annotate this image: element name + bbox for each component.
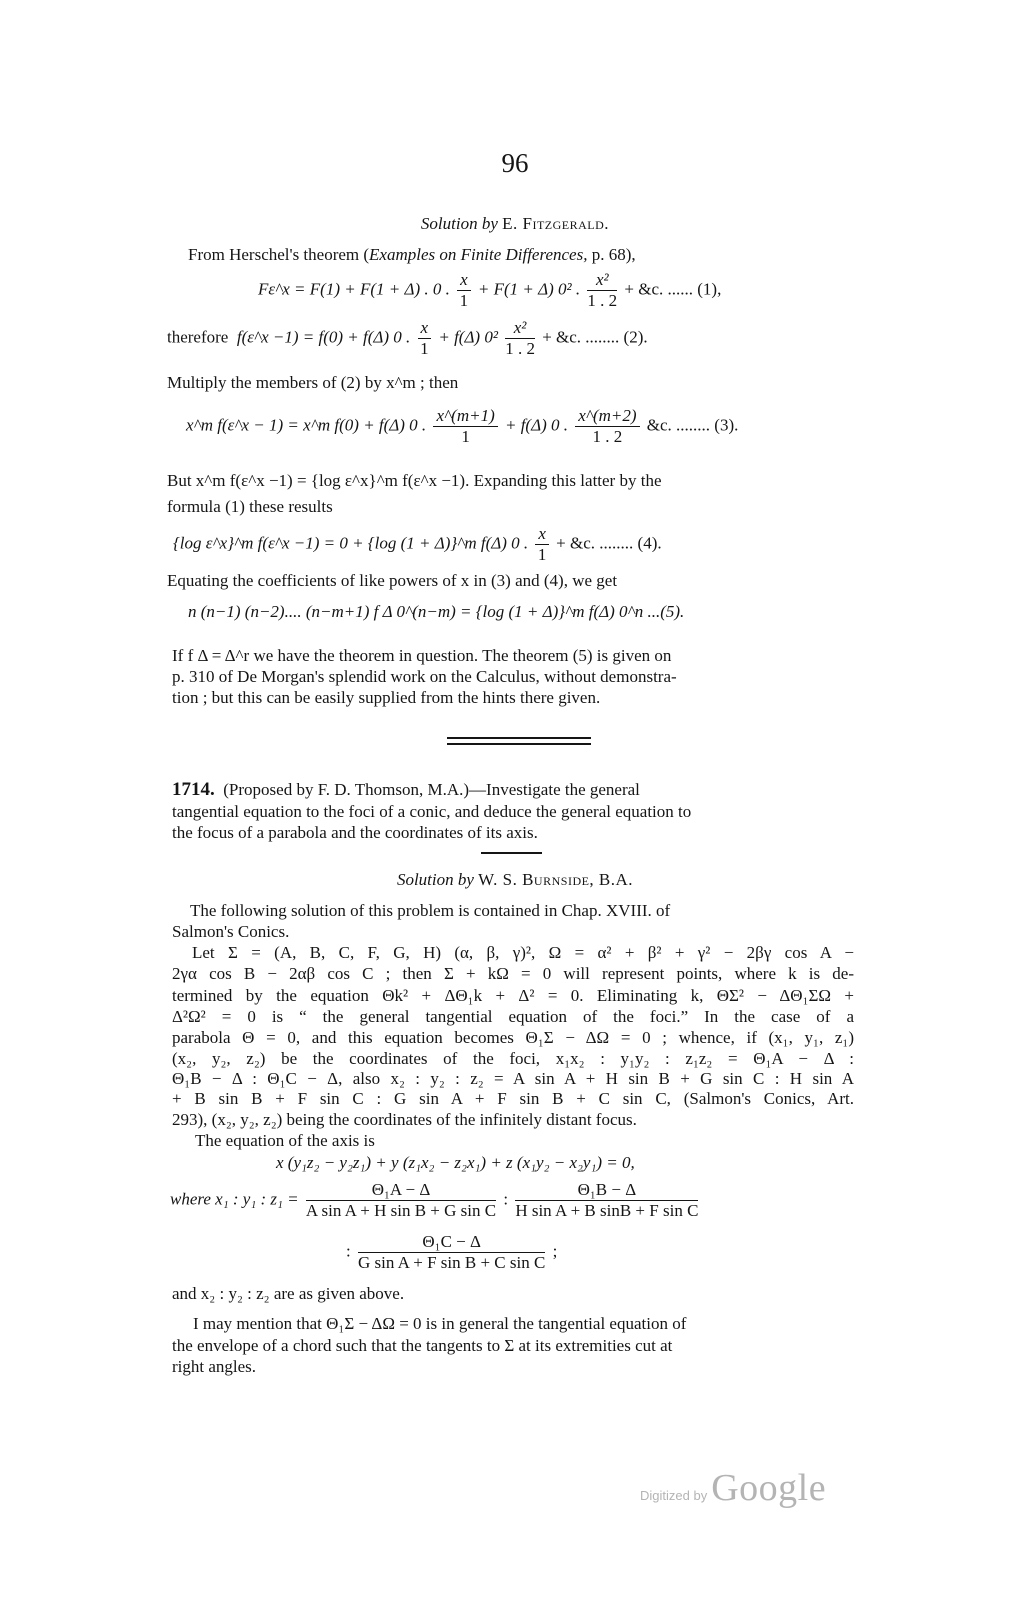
multiply-line: Multiply the members of (2) by x^m ; then	[167, 373, 459, 392]
eq2-mid: + f(Δ) 0²	[438, 327, 498, 347]
equation-3	[186, 406, 738, 447]
problem-text-1: (Proposed by F. D. Thomson, M.A.)—Investigate the general	[223, 780, 640, 799]
eq1-mid: + F(1 + Δ) 0² .	[477, 279, 581, 299]
but-line-2: formula (1) these results	[167, 497, 333, 516]
eq1-fraction-2: $\frac{\text{x²}}{1 . 2}$	[587, 270, 618, 310]
closing-line-3: right angles.	[172, 1357, 257, 1376]
google-logo: Google	[711, 1467, 827, 1509]
eq3-mid: + f(Δ) 0 .	[504, 415, 568, 435]
derivation-line-8: + B sin B + F sin C : G sin A + F sin B + C sin C, (Salmon's Conics, Art.	[172, 1089, 854, 1108]
solution-prefix: Solution by	[420, 214, 498, 233]
axis-intro: The equation of the axis is	[195, 1131, 375, 1150]
equation-5: n (n−1) (n−2).... (n−m+1) f Δ 0^(n−m) = {log (1 + Δ)}^m f(Δ) 0^n ...(5).	[188, 602, 685, 621]
eq2-lhs: f(ε^x −1) = f(0) + f(Δ) 0 .	[236, 327, 411, 347]
intro-line	[188, 244, 878, 266]
eq4-tail: + &c. ........ (4).	[556, 533, 662, 553]
eq7-fraction-3: $\frac{\text{Θ₁C − Δ}}{\text{G sin A + F sin B + C sin C}}$	[357, 1232, 546, 1272]
problem-line-2: tangential equation to the foci of a conic, and deduce the general equation to	[172, 802, 692, 821]
eq4-lhs: {log ε^x}^m f(ε^x −1) = 0 + {log (1 + Δ)}^m f(Δ) 0 .	[173, 533, 529, 553]
eq3-fraction-1: $\frac{x\^{}(m+1)}{1}$	[433, 406, 497, 447]
watermark-small-text: Digitized by	[640, 1488, 708, 1503]
page-number: 96	[501, 148, 529, 178]
given-above-line: and x₂ : y₂ : z₂ are as given above.	[172, 1284, 405, 1303]
following-line-1: The following solution of this problem is contained in Chap. XVIII. of	[190, 901, 671, 920]
eq1-tail: + &c. ...... (1),	[624, 279, 722, 299]
conclusion-line-1: If f Δ = Δ^r we have the theorem in question. The theorem (5) is given on	[172, 646, 672, 665]
separator-rule-bottom	[447, 743, 591, 745]
eq7-end: ;	[552, 1241, 558, 1261]
derivation-line-2: 2γα cos B − 2αβ cos C ; then Σ + kΩ = 0 will represent points, where k is de-	[172, 964, 854, 983]
equation-1	[258, 270, 721, 311]
derivation-line-7: Θ₁B − Δ : Θ₁C − Δ, also x₂ : y₂ : z₂ = A sin A + H sin B + G sin C : H sin A	[172, 1069, 854, 1088]
closing-line-1: I may mention that Θ₁Σ − ΔΩ = 0 is in general the tangential equation of	[193, 1314, 687, 1333]
but-line-1: But x^m f(ε^x −1) = {log ε^x}^m f(ε^x −1). Expanding this latter by the	[167, 471, 662, 490]
eq2-fraction-2: $\frac{\text{x²}}{1 . 2}$	[505, 318, 535, 358]
eq4-fraction-1: $\frac{x}{1}$	[535, 524, 549, 565]
conclusion-line-3: tion ; but this can be easily supplied from the hints there given.	[172, 688, 601, 707]
eq1-lhs: Fε^x = F(1) + F(1 + Δ) . 0 .	[258, 279, 450, 299]
reference-title: Examples on Finite Differences,	[369, 245, 588, 264]
problem-line-3: the focus of a parabola and the coordinates of its axis.	[172, 823, 538, 842]
eq7-separator-2: :	[346, 1241, 351, 1261]
following-line-2: Salmon's Conics.	[172, 922, 290, 941]
problem-line-1	[172, 779, 862, 801]
eq7-fraction-1: $\frac{\text{Θ₁A − Δ}}{\text{A sin A + H sin B + G sin C}}$	[305, 1180, 497, 1220]
intro-text: From Herschel's theorem (	[188, 245, 370, 264]
derivation-line-1: Let Σ = (A, B, C, F, G, H) (α, β, γ)², Ω = α² + β² + γ² − 2βγ cos A −	[192, 943, 854, 962]
derivation-line-6: (x₂, y₂, z₂) be the coordinates of the foci, x₁x₂ : y₁y₂ : z₁z₂ = Θ₁A − Δ :	[172, 1049, 854, 1068]
eq7-separator-1: :	[503, 1189, 509, 1209]
solution-heading-2	[0, 870, 1030, 890]
solution2-author: W. S. Burnside, B.A.	[478, 870, 634, 889]
closing-line-2: the envelope of a chord such that the tangents to Σ at its extremities cut at	[172, 1336, 673, 1355]
equation-2	[167, 318, 648, 359]
derivation-line-5: parabola Θ = 0, and this equation becomes Θ₁Σ − ΔΩ = 0 ; whence, if (x₁, y₁, z₁)	[172, 1028, 854, 1047]
eq3-fraction-2: $\frac{x\^{}(m+2)}{1 . 2}$	[575, 406, 639, 447]
equation-7-row-2	[346, 1232, 557, 1273]
reference-page: p. 68),	[587, 245, 636, 264]
problem-number: 1714.	[172, 779, 215, 800]
derivation-line-4: Δ²Ω² = 0 is “ the general tangential equation of the foci.” In the case of a	[172, 1007, 854, 1026]
conclusion-line-2: p. 310 of De Morgan's splendid work on the Calculus, without demonstra-	[172, 667, 677, 686]
eq2-tail: + &c. ........ (2).	[542, 327, 648, 347]
eq1-fraction-1: $\frac{x}{1}$	[457, 270, 471, 311]
digitized-by-google-watermark	[640, 1466, 826, 1510]
solution-author: E. Fitzgerald.	[502, 214, 610, 233]
equation-7-row-1	[170, 1180, 701, 1221]
equation-6: x (y₁z₂ − y₂z₁) + y (z₁x₂ − z₂x₁) + z (x₁y₂ − x₂y₁) = 0,	[276, 1153, 635, 1172]
eq2-label: therefore	[167, 327, 229, 347]
short-rule	[481, 852, 542, 854]
eq2-fraction-1: $\frac{x}{1}$	[418, 318, 432, 359]
solution2-prefix: Solution by	[396, 870, 474, 889]
eq7-label: where x₁ : y₁ : z₁ =	[170, 1189, 299, 1209]
derivation-line-9: 293), (x₂, y₂, z₂) being the coordinates of the infinitely distant focus.	[172, 1110, 637, 1129]
equating-line: Equating the coefficients of like powers of x in (3) and (4), we get	[167, 571, 618, 590]
equation-4	[173, 524, 662, 565]
eq3-lhs: x^m f(ε^x − 1) = x^m f(0) + f(Δ) 0 .	[186, 415, 427, 435]
eq3-tail: &c. ........ (3).	[646, 415, 739, 435]
eq7-fraction-2: $\frac{\text{Θ₁B − Δ}}{\text{H sin A + B sinB + F sin C}}$	[515, 1180, 699, 1220]
separator-rule-top	[447, 737, 591, 739]
derivation-line-3: termined by the equation Θk² + ΔΘ₁k + Δ² = 0. Eliminating k, ΘΣ² − ΔΘ₁ΣΩ +	[172, 986, 854, 1005]
solution-heading-1	[0, 214, 1030, 234]
